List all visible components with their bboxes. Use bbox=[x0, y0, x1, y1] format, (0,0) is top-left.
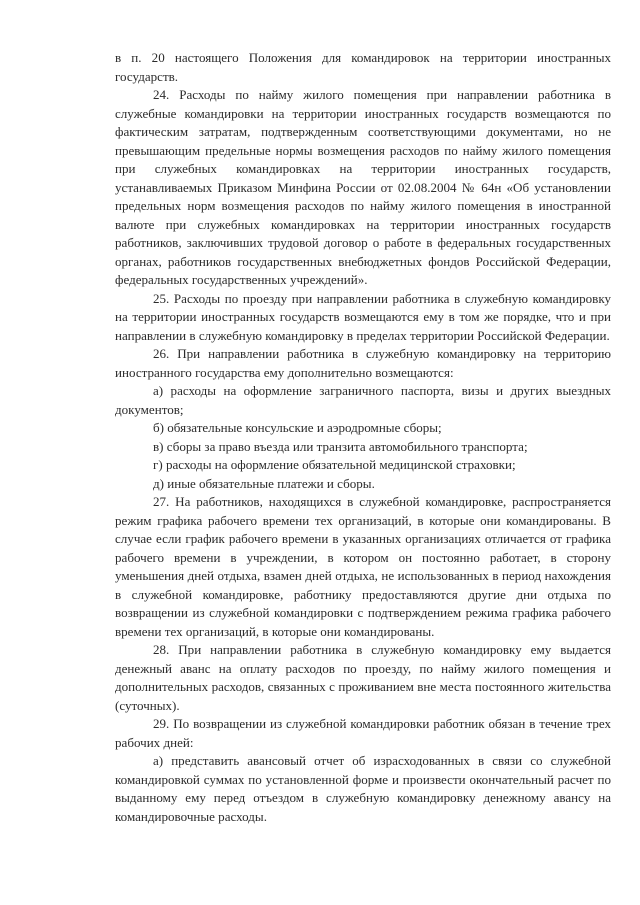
paragraph-27: 27. На работников, находящихся в служебной командировке, распространяется режим графика рабочего времени тех организаций, в которые они командированы. В случае если график рабочего времени в указанных организациях отличается от графика рабочего времени в учреждении, в котором он постоянно работает, в сторону уменьшения дней отдыха, взамен дней отдыха, не использованных в период нахождения в служебной командировке, работнику предоставляются другие дни отдыха по возвращении из служебной командировки с подтверждением режима графика рабочего времени тех организаций, в которые они командированы. bbox=[115, 494, 611, 639]
paragraph-26-g: г) расходы на оформление обязательной медицинской страховки; bbox=[153, 457, 516, 472]
paragraph-29: 29. По возвращении из служебной командировки работник обязан в течение трех рабочих дней: bbox=[115, 716, 611, 750]
paragraph-26-d: д) иные обязательные платежи и сборы. bbox=[153, 475, 375, 491]
paragraph-24: 24. Расходы по найму жилого помещения при направлении работника в служебные командировки на территории иностранных государств возмещаются по фактическим затратам, подтвержденным соответствующими документами, но не превышающим предельные нормы возмещения расходов по найму жилого помещения при служебных командировках на территории иностранных государств, устанавливаемых Приказом Минфина России от 02.08.2004 № 64н «Об установлении предельных норм возмещения расходов по найму жилого помещения в иностранной валюте при служебных командировках на территории иностранных государств работников, заключивших трудовой договор о работе в федеральных государственных органах, работников государственных внебюджетных фондов Российской Федерации, федеральных государственных учреждений». bbox=[115, 87, 611, 287]
paragraph-continuation: в п. 20 настоящего Положения для командировок на территории иностранных государств. bbox=[115, 50, 611, 84]
paragraph-25: 25. Расходы по проезду при направлении работника в служебную командировку на территории иностранных государств возмещаются ему в том же порядке, что и при направлении в служебную командировку в пределах территории Российской Федерации. bbox=[115, 290, 611, 343]
paragraph-26: 26. При направлении работника в служебную командировку на территорию иностранного государства ему дополнительно возмещаются: bbox=[115, 346, 611, 380]
paragraph-26-a: а) расходы на оформление заграничного паспорта, визы и других выездных документов; bbox=[115, 383, 611, 417]
paragraph-28: 28. При направлении работника в служебную командировку ему выдается денежный аванс на оплату расходов по проезду, по найму жилого помещения и дополнительных расходов, связанных с проживанием вне места постоянного жительства (суточных). bbox=[115, 642, 611, 713]
paragraph-26-v: в) сборы за право въезда или транзита автомобильного транспорта; bbox=[153, 438, 528, 454]
paragraph-26-b: б) обязательные консульские и аэродромные сборы; bbox=[153, 420, 442, 435]
paragraph-29-a: а) представить авансовый отчет об израсходованных в связи со служебной командировкой суммах по установленной форме и произвести окончательный расчет по выданному ему перед отъездом в служебную командировку денежному авансу на командировочные расходы. bbox=[115, 753, 611, 824]
